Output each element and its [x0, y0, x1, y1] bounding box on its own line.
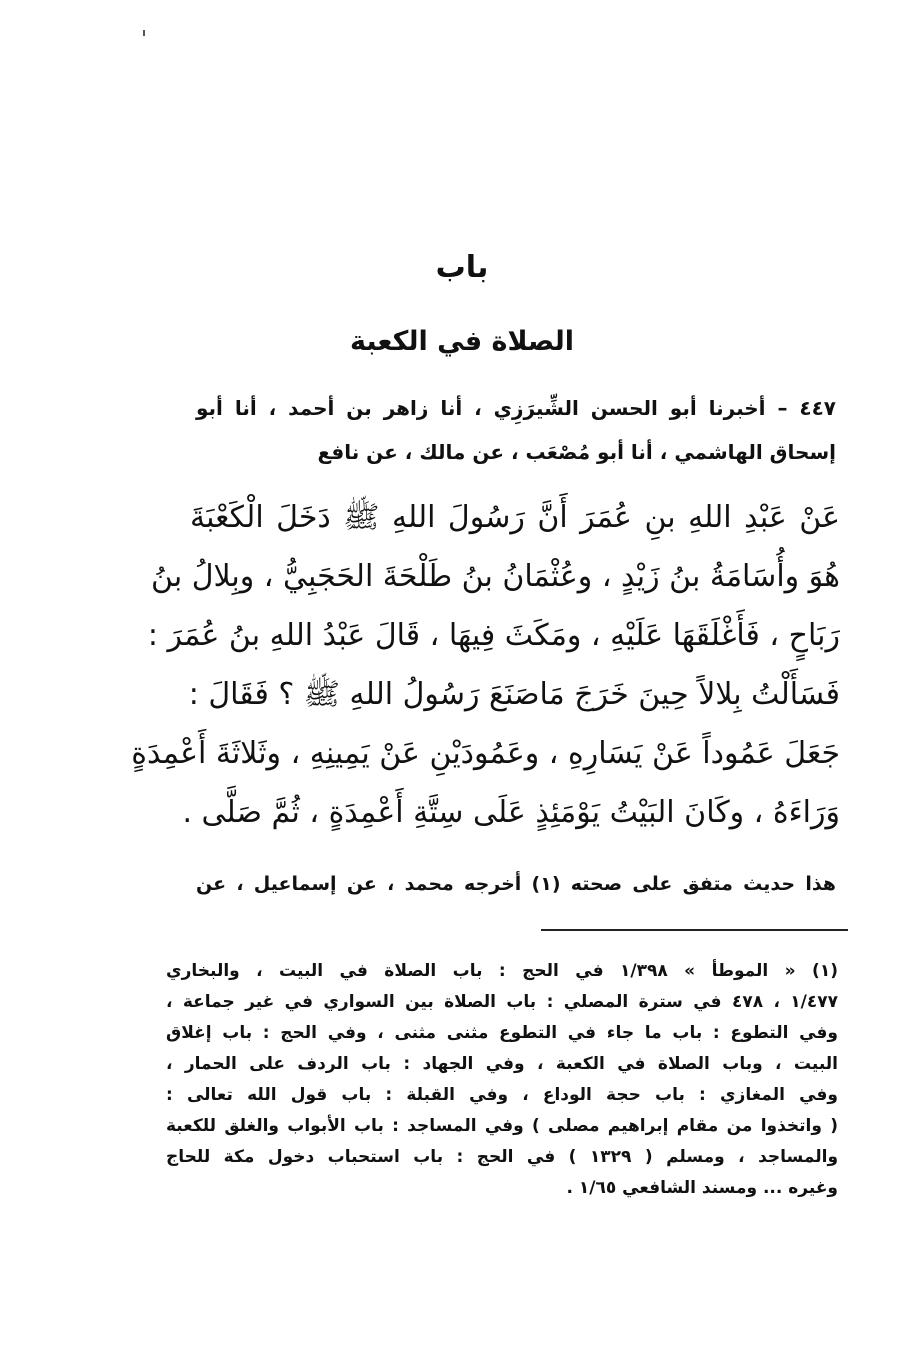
matn-line: فَسَأَلْتُ بِلالاً حِينَ خَرَجَ مَاصَنَعَ رَسُولُ اللهِ ﷺ ؟ فَقَالَ :: [188, 677, 840, 712]
page-speck: [143, 30, 145, 36]
footnote-separator: [541, 929, 848, 931]
matn-line: رَبَاحٍ ، فَأَغْلَقَهَا عَلَيْهِ ، ومَكَثَ فِيهَا ، قَالَ عَبْدُ اللهِ بنُ عُمَرَ :: [147, 618, 840, 653]
footnote-line: وغيره ... ومسند الشافعي ١/٦٥ .: [566, 1178, 838, 1198]
matn-line: وَرَاءَهُ ، وكَانَ البَيْتُ يَوْمَئِذٍ عَلَى سِتَّةِ أَعْمِدَةٍ ، ثُمَّ صَلَّى .: [182, 795, 840, 830]
footnote-line: والمساجد ، ومسلم ( ١٣٢٩ ) في الحج : باب استحباب دخول مكة للحاج: [166, 1147, 839, 1167]
hadith-matn: [131, 488, 840, 842]
footnote-line: البيت ، وباب الصلاة في الكعبة ، وفي الجهاد : باب الردف على الحمار ،: [166, 1054, 838, 1074]
footnote: [166, 956, 838, 1204]
takhrij-text: هذا حديث متفق على صحته (١) أخرجه محمد ، عن إسماعيل ، عن: [196, 873, 836, 895]
footnote-line: (١) « الموطأ » ١/٣٩٨ في الحج : باب الصلاة في البيت ، والبخاري: [166, 961, 838, 981]
matn-line: هُوَ وأُسَامَةُ بنُ زَيْدٍ ، وعُثْمَانُ بنُ طَلْحَةَ الحَجَبِيُّ ، وبِلالُ بنُ: [151, 559, 840, 594]
footnote-line: وفي المغازي : باب حجة الوداع ، وفي القبلة : باب قول الله تعالى :: [166, 1085, 838, 1105]
matn-line: جَعَلَ عَمُوداً عَنْ يَسَارِهِ ، وعَمُودَيْنِ عَنْ يَمِينِهِ ، وثَلاثَةَ أَعْمِدَةٍ: [131, 736, 840, 771]
hadith-isnad: ٤٤٧ – أخبرنا أبو الحسن الشِّيرَزِي ، أنا زاهر بن أحمد ، أنا أبو إسحاق الهاشمي ، أنا أبو مُصْعَب ، عن مالك ، عن نافع: [196, 396, 836, 464]
footnote-line: ( واتخذوا من مقام إبراهيم مصلى ) وفي المساجد : باب الأبواب والغلق للكعبة: [166, 1116, 838, 1136]
section-heading: الصلاة في الكعبة: [350, 326, 574, 357]
chapter-heading: باب: [435, 250, 489, 285]
footnote-line: وفي التطوع : باب ما جاء في التطوع مثنى مثنى ، وفي الحج : باب إغلاق: [166, 1023, 838, 1043]
footnote-line: ١/٤٧٧ ، ٤٧٨ في سترة المصلي : باب الصلاة بين السواري في غير جماعة ،: [166, 992, 838, 1012]
matn-line: عَنْ عَبْدِ اللهِ بنِ عُمَرَ أَنَّ رَسُولَ اللهِ ﷺ دَخَلَ الْكَعْبَةَ: [190, 500, 840, 535]
